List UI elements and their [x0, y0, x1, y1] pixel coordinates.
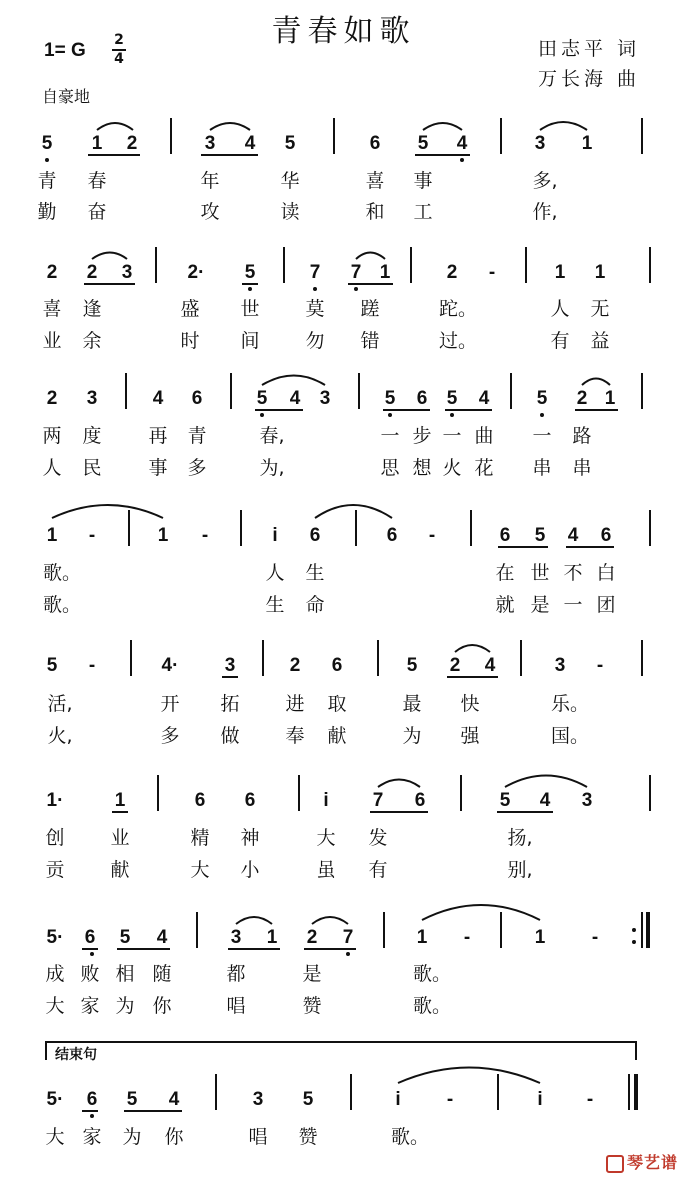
lyric: 随 [152, 963, 172, 985]
lyric: 命 [305, 594, 325, 616]
barline [333, 118, 335, 154]
note: 3 [86, 388, 98, 409]
note: 6 [369, 133, 381, 154]
note: 5 [256, 388, 268, 409]
lyric: 一 [442, 425, 462, 447]
octave-dot-low [313, 287, 317, 291]
lyric: 大 [45, 1126, 65, 1148]
note: 3 [224, 655, 236, 676]
lyric: 多 [187, 457, 207, 479]
note: - [591, 927, 599, 948]
slur [505, 776, 587, 788]
note: 2 [446, 262, 458, 283]
lyric: 想 [412, 457, 432, 479]
lyric: 白 [596, 562, 616, 584]
lyric: 事 [413, 170, 433, 192]
barline [350, 1074, 352, 1110]
lyric: 喜 [365, 170, 385, 192]
lyric: 喜 [42, 298, 62, 320]
lyric: 大 [45, 995, 65, 1017]
watermark-text: 琴艺谱 [627, 1153, 679, 1172]
lyric: 进 [285, 693, 305, 715]
octave-dot-low [90, 1114, 94, 1118]
barline [377, 640, 379, 676]
lyric: 歌。 [412, 963, 452, 985]
note: - [446, 1089, 454, 1110]
piano-logo-icon [606, 1155, 624, 1173]
lyric: 人 [550, 298, 570, 320]
note: - [488, 262, 496, 283]
lyric: 一 [563, 594, 583, 616]
barline [262, 640, 264, 676]
note: 1 [266, 927, 278, 948]
slur [356, 253, 385, 260]
note: 1 [554, 262, 566, 283]
lyric: 余 [82, 330, 102, 352]
barline [525, 247, 527, 283]
barline [410, 247, 412, 283]
ending-bracket [46, 1042, 636, 1060]
lyric: 生 [265, 594, 285, 616]
lyric: 一 [380, 425, 400, 447]
barline [641, 118, 643, 154]
lyric: 攻 [200, 201, 220, 223]
lyric: 唱 [248, 1126, 268, 1148]
lyric: 大 [190, 859, 210, 881]
note: - [428, 525, 436, 546]
lyric: 献 [110, 859, 130, 881]
note: - [88, 655, 96, 676]
barline [196, 912, 198, 948]
octave-dot-low [450, 413, 454, 417]
octave-dot-low [260, 413, 264, 417]
note: 4 [156, 927, 168, 948]
lyric: 相 [115, 963, 135, 985]
note: 6 [331, 655, 343, 676]
note: i [323, 790, 329, 811]
lyric: 人 [265, 562, 285, 584]
lyric: 贡 [45, 859, 65, 881]
lyric: 大 [316, 827, 336, 849]
note: 2 [126, 133, 138, 154]
key-signature: 1= G [44, 40, 86, 61]
lyric: 为 [122, 1126, 142, 1148]
note: 2 [86, 262, 98, 283]
note: 1 [91, 133, 103, 154]
lyric: 无 [590, 298, 610, 320]
note: 4 [478, 388, 490, 409]
time-signature-denominator: 4 [114, 51, 124, 67]
lyric: 华 [280, 170, 300, 192]
lyric: 强 [460, 725, 480, 747]
watermark-logo [606, 1150, 678, 1173]
lyric: 唱 [226, 995, 246, 1017]
lyric: 家 [82, 1126, 102, 1148]
note: 7 [342, 927, 354, 948]
note: - [88, 525, 96, 546]
lyric: 做 [220, 725, 240, 747]
lyric: 春 [87, 170, 107, 192]
note: 2 [46, 388, 58, 409]
note: 4 [567, 525, 579, 546]
lyric: 勿 [305, 330, 325, 352]
slur [312, 917, 348, 924]
barline [460, 775, 462, 811]
note: 5 [534, 525, 546, 546]
note: 4 [168, 1089, 180, 1110]
note: 3 [554, 655, 566, 676]
lyric: 别, [507, 859, 533, 881]
barline [500, 118, 502, 154]
note: 2· [187, 262, 205, 283]
song-title: 青春如歌 [271, 14, 416, 49]
lyric: 就 [495, 594, 515, 616]
note: 1 [416, 927, 428, 948]
barline [497, 1074, 499, 1110]
lyric: 发 [368, 827, 388, 849]
lyric: 神 [240, 827, 260, 849]
lyric: 开 [160, 693, 180, 715]
slur [378, 780, 420, 788]
note: 5 [119, 927, 131, 948]
slur [236, 917, 272, 924]
lyric: 活, [47, 693, 73, 715]
lyric: 扬, [507, 827, 533, 849]
lyric: 年 [200, 170, 220, 192]
barline [125, 373, 127, 409]
lyricist-credit: 田志平 词 [538, 38, 641, 60]
lyric: 青 [187, 425, 207, 447]
lyric: 赞 [302, 995, 322, 1017]
barline [641, 373, 643, 409]
note: - [596, 655, 604, 676]
lyric: 间 [240, 330, 260, 352]
lyric: 小 [240, 859, 260, 881]
lyric: 火 [442, 457, 462, 479]
barline [240, 510, 242, 546]
note: 4 [539, 790, 551, 811]
note: 1 [114, 790, 126, 811]
lyric: 步 [412, 425, 432, 447]
lyric: 读 [280, 201, 300, 223]
note: 2 [576, 388, 588, 409]
note: 5 [406, 655, 418, 676]
note: 5· [46, 927, 64, 948]
note: 1 [581, 133, 593, 154]
lyric: 过。 [438, 330, 478, 352]
note: 2 [46, 262, 58, 283]
lyric: 歌。 [390, 1126, 430, 1148]
tempo-mark: 自豪地 [42, 87, 91, 106]
slur [398, 1068, 540, 1084]
lyric: 盛 [180, 298, 200, 320]
lyric: 益 [590, 330, 610, 352]
octave-dot-low [388, 413, 392, 417]
lyric: 歌。 [42, 562, 82, 584]
lyric: 你 [152, 995, 172, 1017]
note: 3 [252, 1089, 264, 1110]
lyric: 歌。 [412, 995, 452, 1017]
note: 4 [152, 388, 164, 409]
final-barline [634, 1074, 638, 1110]
lyric: 事 [148, 457, 168, 479]
note: 5 [46, 655, 58, 676]
slur [210, 123, 250, 130]
lyric: 歌。 [42, 594, 82, 616]
lyric: 生 [305, 562, 325, 584]
note: 3 [230, 927, 242, 948]
slur [423, 123, 462, 130]
note: 5· [46, 1089, 64, 1110]
lyric: 在 [495, 562, 515, 584]
note: 4 [289, 388, 301, 409]
note: 5 [536, 388, 548, 409]
lyric: 都 [226, 963, 246, 985]
barline [641, 640, 643, 676]
lyric: 不 [563, 562, 583, 584]
note: 1 [46, 525, 58, 546]
note: 2 [289, 655, 301, 676]
note: 6 [244, 790, 256, 811]
lyric: 工 [413, 201, 433, 223]
lyric: 跎。 [438, 298, 478, 320]
lyric: 民 [82, 457, 102, 479]
lyric: 精 [190, 827, 210, 849]
barline [510, 373, 512, 409]
note: 1 [594, 262, 606, 283]
note: 6 [600, 525, 612, 546]
lyric: 团 [596, 594, 616, 616]
slur [315, 505, 392, 518]
barline [215, 1074, 217, 1110]
note: - [586, 1089, 594, 1110]
final-barline [646, 912, 650, 948]
barline [355, 510, 357, 546]
barline [283, 247, 285, 283]
lyric: 人 [42, 457, 62, 479]
slur [92, 253, 127, 260]
lyric: 有 [368, 859, 388, 881]
lyric: 青 [37, 170, 57, 192]
note: i [395, 1089, 401, 1110]
note: 5 [417, 133, 429, 154]
slur [540, 122, 587, 130]
note: 5 [284, 133, 296, 154]
barline [628, 1074, 630, 1110]
lyric: 为 [402, 725, 422, 747]
note: 6 [86, 1089, 98, 1110]
lyric: 错 [360, 330, 380, 352]
lyric: 世 [240, 298, 260, 320]
octave-dot-low [354, 287, 358, 291]
barline [649, 775, 651, 811]
slur [455, 645, 490, 652]
barline [155, 247, 157, 283]
note: 6 [386, 525, 398, 546]
note: 5 [384, 388, 396, 409]
note: 3 [534, 133, 546, 154]
slur [97, 123, 133, 130]
barline [230, 373, 232, 409]
barline [383, 912, 385, 948]
note: 6 [191, 388, 203, 409]
note: - [201, 525, 209, 546]
lyric: 取 [327, 693, 347, 715]
barline [128, 510, 130, 546]
barline [170, 118, 172, 154]
lyric: 家 [80, 995, 100, 1017]
note: 7 [372, 790, 384, 811]
note: 6 [309, 525, 321, 546]
lyric: 再 [148, 425, 168, 447]
barline [520, 640, 522, 676]
note: 6 [414, 790, 426, 811]
lyric: 串 [572, 457, 592, 479]
slur [422, 905, 540, 920]
note: 5 [446, 388, 458, 409]
octave-dot-low [346, 952, 350, 956]
lyric: 是 [530, 594, 550, 616]
note: 6 [194, 790, 206, 811]
note: 1 [604, 388, 616, 409]
note: i [537, 1089, 543, 1110]
lyric: 和 [365, 201, 385, 223]
time-signature [112, 33, 126, 67]
time-signature-numerator: 2 [114, 32, 124, 48]
slur [262, 376, 325, 386]
lyric: 拓 [220, 693, 240, 715]
barline [641, 912, 643, 948]
note: 3 [581, 790, 593, 811]
lyric: 蹉 [360, 298, 380, 320]
slur [582, 379, 610, 386]
ending-phrase-label: 结束句 [55, 1047, 97, 1063]
octave-dot-low [460, 158, 464, 162]
note: 3 [204, 133, 216, 154]
lyric: 串 [532, 457, 552, 479]
barline [130, 640, 132, 676]
barline [157, 775, 159, 811]
slur [52, 505, 163, 518]
lyric: 逢 [82, 298, 102, 320]
lyric: 业 [42, 330, 62, 352]
lyric: 奋 [87, 201, 107, 223]
lyric: 赞 [298, 1126, 318, 1148]
lyric: 成 [45, 963, 65, 985]
lyric: 你 [164, 1126, 184, 1148]
note: 2 [449, 655, 461, 676]
lyric: 败 [80, 963, 100, 985]
lyric: 有 [550, 330, 570, 352]
lyric: 为 [115, 995, 135, 1017]
octave-dot-low [540, 413, 544, 417]
lyric: 业 [110, 827, 130, 849]
note: - [463, 927, 471, 948]
lyric: 勤 [37, 201, 57, 223]
note: 7 [350, 262, 362, 283]
octave-dot-low [248, 287, 252, 291]
lyric: 世 [530, 562, 550, 584]
lyric: 度 [82, 425, 102, 447]
barline [500, 912, 502, 948]
note: 3 [319, 388, 331, 409]
lyric: 奉 [285, 725, 305, 747]
repeat-dots [632, 926, 636, 948]
lyric: 火, [47, 725, 73, 747]
lyric: 创 [45, 827, 65, 849]
note: 2 [306, 927, 318, 948]
note: 5 [244, 262, 256, 283]
note: 1 [534, 927, 546, 948]
note: 4 [244, 133, 256, 154]
lyric: 乐。 [550, 693, 590, 715]
lyric: 为, [259, 457, 285, 479]
lyric: 思 [380, 457, 400, 479]
note: i [272, 525, 278, 546]
lyric: 时 [180, 330, 200, 352]
lyric: 国。 [550, 725, 590, 747]
note: 5 [499, 790, 511, 811]
lyric: 最 [402, 693, 422, 715]
lyric: 路 [572, 425, 592, 447]
lyric: 作, [532, 201, 558, 223]
lyric: 莫 [305, 298, 325, 320]
note: 4 [484, 655, 496, 676]
note: 5 [302, 1089, 314, 1110]
lyric: 是 [302, 963, 322, 985]
note: 6 [499, 525, 511, 546]
lyric: 曲 [474, 425, 494, 447]
note: 1 [379, 262, 391, 283]
note: 6 [416, 388, 428, 409]
octave-dot-low [90, 952, 94, 956]
note: 4· [161, 655, 179, 676]
lyric: 春, [259, 425, 285, 447]
barline [298, 775, 300, 811]
note: 1 [157, 525, 169, 546]
note: 3 [121, 262, 133, 283]
note: 7 [309, 262, 321, 283]
lyric: 快 [460, 693, 480, 715]
lyric: 一 [532, 425, 552, 447]
lyric: 多 [160, 725, 180, 747]
barline [358, 373, 360, 409]
note: 5 [126, 1089, 138, 1110]
note: 4 [456, 133, 468, 154]
lyric: 花 [474, 457, 494, 479]
lyric: 多, [532, 170, 558, 192]
composer-credit: 万长海 曲 [538, 68, 641, 90]
note: 1· [46, 790, 64, 811]
lyric: 虽 [316, 859, 336, 881]
barline [649, 247, 651, 283]
barline [649, 510, 651, 546]
lyric: 献 [327, 725, 347, 747]
barline [470, 510, 472, 546]
note: 6 [84, 927, 96, 948]
lyric: 两 [42, 425, 62, 447]
octave-dot-low [45, 158, 49, 162]
note: 5 [41, 133, 53, 154]
